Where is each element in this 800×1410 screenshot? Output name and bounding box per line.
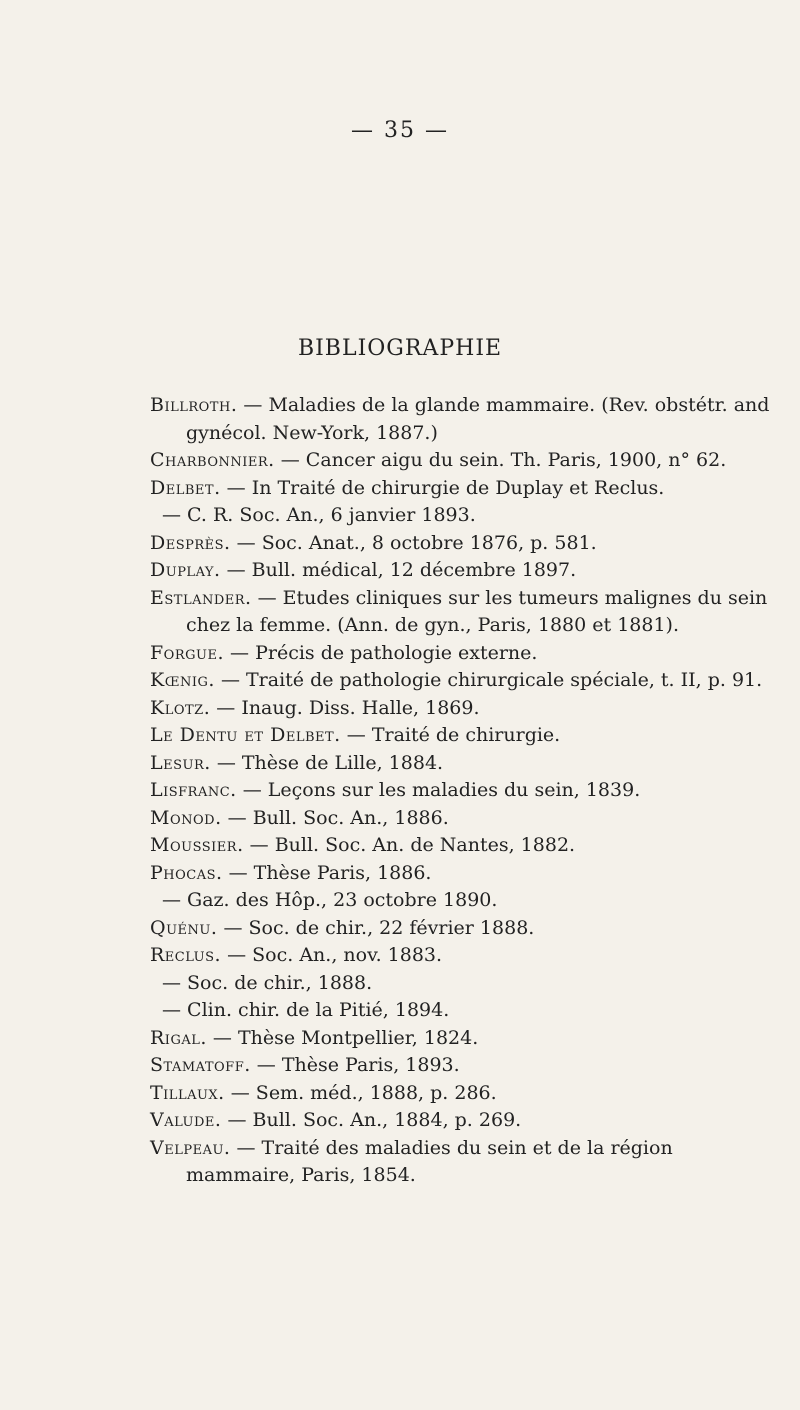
bibliography-entry bbox=[150, 392, 770, 447]
entry-reference: — Précis de pathologie externe. bbox=[224, 641, 538, 664]
bibliography-entry bbox=[150, 1025, 770, 1053]
page-title: BIBLIOGRAPHIE bbox=[297, 336, 503, 361]
entry-author: Charbonnier. bbox=[150, 449, 275, 471]
bibliography-list bbox=[150, 392, 770, 1190]
bibliography-entry bbox=[150, 1052, 770, 1080]
bibliography-entry bbox=[150, 942, 770, 970]
entry-author: Moussier. bbox=[150, 834, 244, 856]
entry-reference: — Thèse Paris, 1893. bbox=[250, 1054, 460, 1076]
bibliography-entry bbox=[150, 805, 770, 833]
entry-author: Desprès. bbox=[150, 531, 231, 554]
entry-author: Kœnig. bbox=[150, 669, 215, 691]
entry-reference: — Inaug. Diss. Halle, 1869. bbox=[210, 696, 480, 719]
entry-author: Monod. bbox=[150, 806, 222, 829]
entry-reference: — Soc. An., nov. 1883. bbox=[221, 944, 443, 966]
entry-reference: — Traité de pathologie chirurgicale spéciale, t. II, p. 91. bbox=[214, 669, 763, 691]
bibliography-entry bbox=[150, 502, 770, 530]
bibliography-entry bbox=[150, 667, 770, 695]
bibliography-entry bbox=[150, 1080, 770, 1108]
entry-reference: — Soc. de chir., 22 février 1888. bbox=[217, 916, 535, 939]
bibliography-entry bbox=[150, 860, 770, 888]
entry-author: Delbet. bbox=[150, 476, 221, 499]
entry-reference: — Soc. Anat., 8 octobre 1876, p. 581. bbox=[230, 531, 597, 554]
entry-author: Valude. bbox=[150, 1109, 222, 1131]
bibliography-entry bbox=[150, 640, 770, 668]
entry-reference: — Thèse Paris, 1886. bbox=[222, 861, 432, 884]
entry-author: Velpeau. bbox=[150, 1136, 231, 1159]
bibliography-entry bbox=[150, 750, 770, 778]
entry-reference: — Bull. Soc. An. de Nantes, 1882. bbox=[243, 834, 576, 856]
entry-author: Billroth. bbox=[150, 394, 238, 416]
entry-author: Klotz. bbox=[150, 696, 211, 719]
entry-reference: — Etudes cliniques sur les tumeurs malignes du sein chez la femme. (Ann. de gyn., Paris, 1880 et 1881). bbox=[186, 586, 768, 636]
bibliography-entry bbox=[150, 447, 770, 475]
entry-author: Tillaux. bbox=[150, 1081, 225, 1104]
bibliography-entry bbox=[150, 585, 770, 640]
entry-reference: — In Traité de chirurgie de Duplay et Reclus. bbox=[220, 476, 665, 499]
entry-author: Forgue. bbox=[150, 641, 224, 664]
bibliography-entry bbox=[150, 970, 770, 998]
entry-reference: — Traité des maladies du sein et de la région mammaire, Paris, 1854. bbox=[186, 1136, 673, 1186]
entry-author: Rigal. bbox=[150, 1026, 207, 1049]
bibliography-entry bbox=[150, 695, 770, 723]
entry-author: Quénu. bbox=[150, 916, 218, 939]
entry-reference: — Traité de chirurgie. bbox=[340, 724, 561, 746]
bibliography-entry bbox=[150, 997, 770, 1025]
entry-author: Reclus. bbox=[150, 944, 222, 966]
entry-author: Lesur. bbox=[150, 751, 211, 774]
entry-reference: — Sem. méd., 1888, p. 286. bbox=[224, 1081, 497, 1104]
bibliography-entry bbox=[150, 530, 770, 558]
entry-reference: — Maladies de la glande mammaire. (Rev. obstétr. and gynécol. New-York, 1887.) bbox=[186, 394, 770, 444]
entry-reference: — Cancer aigu du sein. Th. Paris, 1900, n° 62. bbox=[274, 449, 727, 471]
entry-reference: — Gaz. des Hôp., 23 octobre 1890. bbox=[162, 889, 498, 911]
bibliography-entry bbox=[150, 722, 770, 750]
entry-author: Duplay. bbox=[150, 559, 221, 581]
entry-reference: — Thèse Montpellier, 1824. bbox=[206, 1026, 479, 1049]
entry-reference: — Soc. de chir., 1888. bbox=[162, 971, 373, 994]
bibliography-entry bbox=[150, 777, 770, 805]
entry-author: Stamatoff. bbox=[150, 1054, 251, 1076]
bibliography-entry bbox=[150, 1107, 770, 1135]
entry-reference: — Bull. Soc. An., 1886. bbox=[221, 806, 449, 829]
entry-reference: — Bull. médical, 12 décembre 1897. bbox=[220, 559, 577, 581]
entry-reference: — Clin. chir. de la Pitié, 1894. bbox=[162, 999, 450, 1021]
bibliography-entry bbox=[150, 1135, 770, 1190]
bibliography-entry bbox=[150, 832, 770, 860]
entry-author: Estlander. bbox=[150, 586, 252, 609]
bibliography-entry bbox=[150, 887, 770, 915]
bibliography-entry bbox=[150, 475, 770, 503]
bibliography-entry bbox=[150, 557, 770, 585]
entry-reference: — Thèse de Lille, 1884. bbox=[210, 751, 444, 774]
entry-author: Phocas. bbox=[150, 861, 223, 884]
entry-author: Le Dentu et Delbet. bbox=[150, 724, 341, 746]
entry-reference: — Bull. Soc. An., 1884, p. 269. bbox=[221, 1109, 522, 1131]
page-number: — 35 — bbox=[351, 118, 449, 143]
entry-author: Lisfranc. bbox=[150, 779, 237, 801]
entry-reference: — C. R. Soc. An., 6 janvier 1893. bbox=[162, 504, 476, 526]
entry-reference: — Leçons sur les maladies du sein, 1839. bbox=[236, 779, 641, 801]
bibliography-entry bbox=[150, 915, 770, 943]
